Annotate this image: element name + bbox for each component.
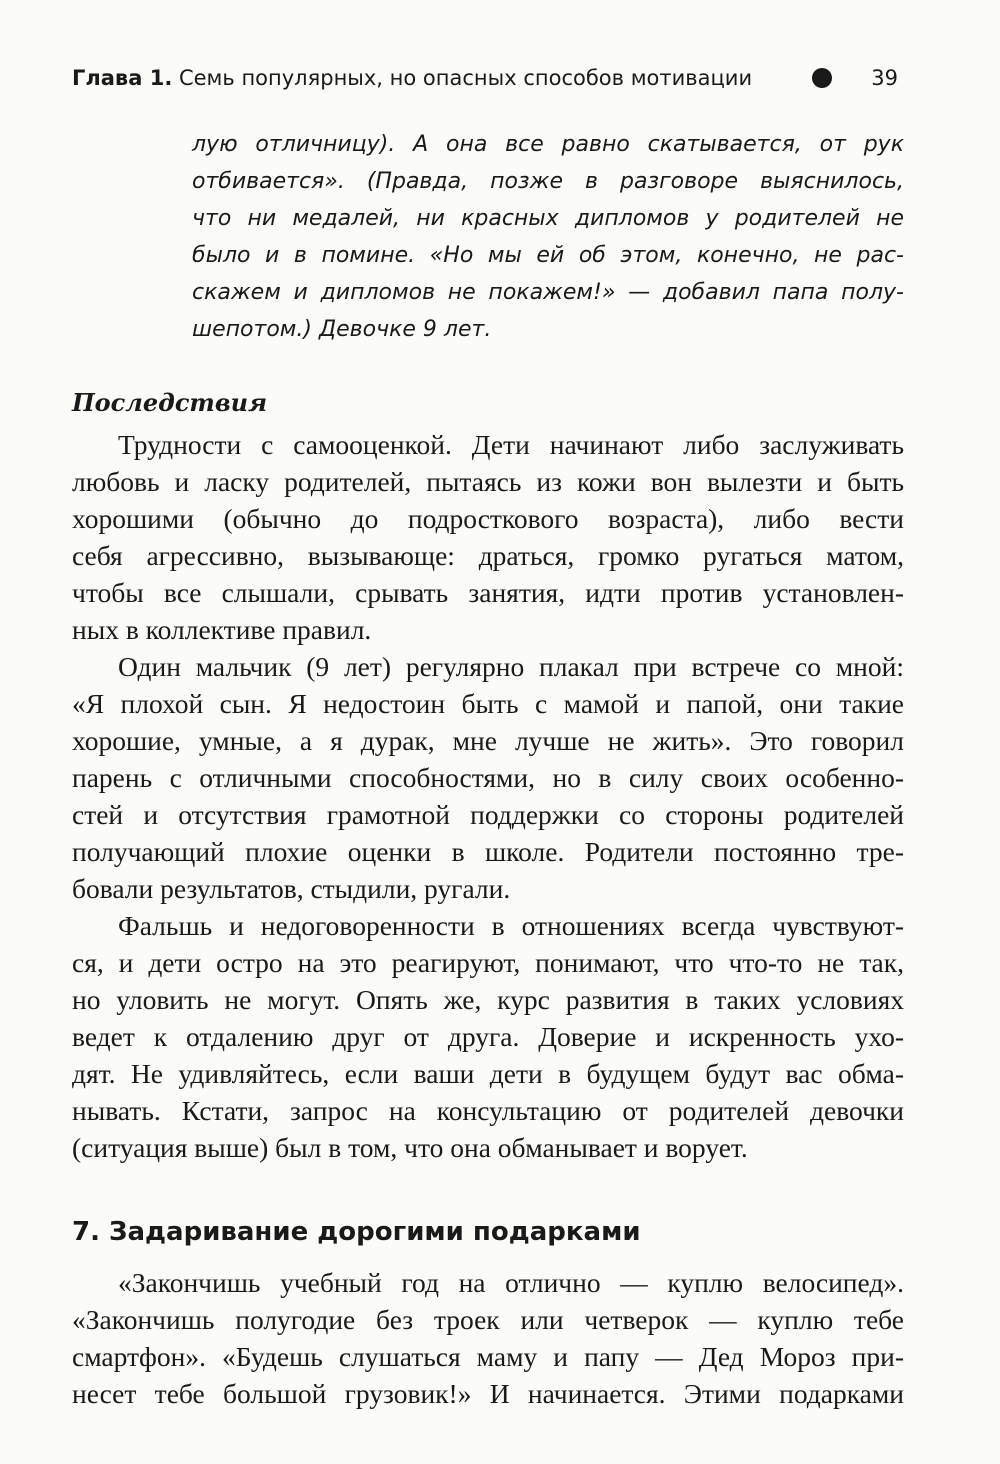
- paragraph-gifts: [72, 1264, 904, 1412]
- paragraph-line: ведет к отдалению друг от друга. Доверие и искренность ухо-: [72, 1021, 904, 1052]
- paragraph-line: «Я плохой сын. Я недостоин быть с мамой и папой, они такие: [72, 688, 904, 719]
- paragraph-boy-example: [72, 648, 904, 907]
- paragraph-line: чтобы все слышали, срывать занятия, идти против установлен-: [72, 577, 904, 608]
- quote-line: лую отличницу). А она все равно скатывается, от рук: [192, 132, 904, 157]
- paragraph-line: (ситуация выше) был в том, что она обманывает и ворует.: [72, 1132, 748, 1163]
- paragraph-line: дят. Не удивляйтесь, если ваши дети в будущем будут вас обма-: [72, 1058, 904, 1089]
- paragraph-line: себя агрессивно, вызывающе: драться, громко ругаться матом,: [72, 540, 904, 571]
- chapter-label: Глава 1.: [72, 66, 173, 90]
- italic-quote-block: [192, 126, 904, 348]
- paragraph-line: несет тебе большой грузовик!» И начинается. Этими подарками: [72, 1378, 904, 1409]
- paragraph-line: Фальшь и недоговоренности в отношениях всегда чувствуют-: [118, 910, 904, 941]
- paragraph-line: «Закончишь учебный год на отлично — куплю велосипед».: [118, 1267, 904, 1298]
- running-header: [72, 58, 902, 98]
- paragraph-line: хорошие, умные, а я дурак, мне лучше не жить». Это говорил: [72, 725, 904, 756]
- paragraph-line: смартфон». «Будешь слушаться маму и папу — Дед Мороз при-: [72, 1341, 904, 1372]
- paragraph-line: любовь и ласку родителей, пытаясь из кожи вон вылезти и быть: [72, 466, 904, 497]
- paragraph-line: бовали результатов, стыдили, ругали.: [72, 873, 511, 904]
- paragraph-line: получающий плохие оценки в школе. Родители постоянно тре-: [72, 836, 904, 867]
- paragraph-line: парень с отличными способностями, но в силу своих особенно-: [72, 762, 904, 793]
- paragraph-line: «Закончишь полугодие без троек или четверок — куплю тебе: [72, 1304, 904, 1335]
- quote-line: было и в помине. «Но мы ей об этом, конечно, не рас-: [192, 243, 904, 268]
- section-heading-gifts: 7. Задаривание дорогими подарками: [72, 1217, 641, 1247]
- paragraph-line: Трудности с самооценкой. Дети начинают либо заслуживать: [118, 429, 904, 460]
- paragraph-line: нывать. Кстати, запрос на консультацию от родителей девочки: [72, 1095, 904, 1126]
- paragraph-falseness: [72, 907, 904, 1166]
- bullet-dot-icon: [812, 68, 832, 88]
- page-number: 39: [871, 66, 898, 90]
- paragraph-line: хорошими (обычно до подросткового возраста), либо вести: [72, 503, 904, 534]
- chapter-title: Семь популярных, но опасных способов мотивации: [172, 66, 753, 90]
- paragraph-line: Один мальчик (9 лет) регулярно плакал при встрече со мной:: [118, 651, 904, 682]
- quote-line: шепотом.) Девочке 9 лет.: [192, 317, 492, 342]
- paragraph-line: стей и отсутствия грамотной поддержки со стороны родителей: [72, 799, 904, 830]
- subheading-consequences: Последствия: [72, 388, 268, 417]
- paragraph-line: но уловить не могут. Опять же, курс развития в таких условиях: [72, 984, 904, 1015]
- paragraph-self-esteem: [72, 426, 904, 648]
- quote-line: что ни медалей, ни красных дипломов у родителей не: [192, 206, 904, 231]
- paragraph-line: ных в коллективе правил.: [72, 614, 372, 645]
- paragraph-line: ся, и дети остро на это реагируют, понимают, что что-то не так,: [72, 947, 904, 978]
- quote-line: отбивается». (Правда, позже в разговоре выяснилось,: [192, 169, 904, 194]
- quote-line: скажем и дипломов не покажем!» — добавил папа полу-: [192, 280, 904, 305]
